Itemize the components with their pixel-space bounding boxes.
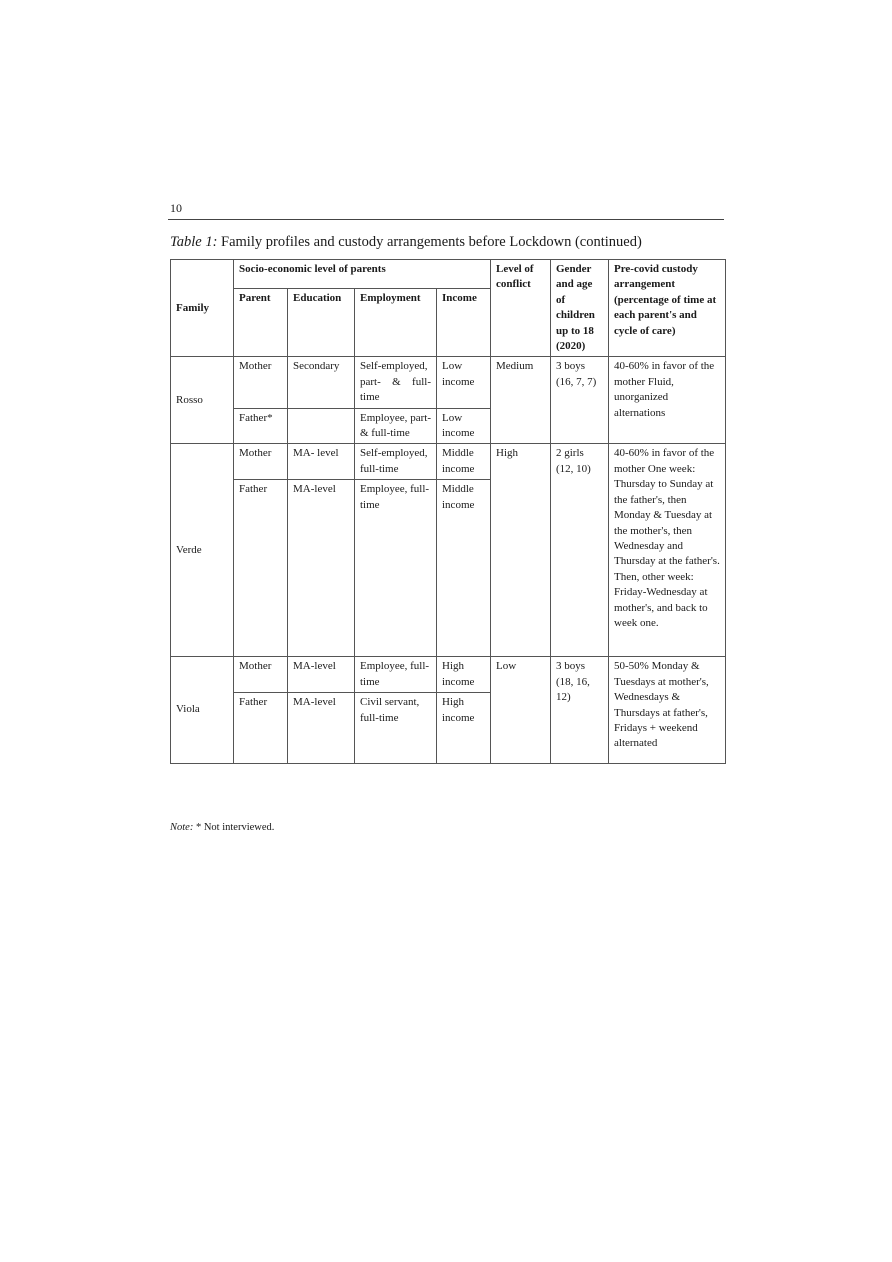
children-cell: 3 boys (18, 16, 12) (551, 657, 609, 764)
family-profiles-table (170, 259, 726, 764)
header-conflict: Level of conflict (491, 260, 551, 357)
arrangement-cell: 50-50% Monday & Tuesdays at mother's, Wednesdays & Thursdays at father's, Fridays + weekend alternated (609, 657, 726, 764)
conflict-cell: High (491, 444, 551, 657)
parent-cell: Mother (234, 657, 288, 693)
income-cell: Low income (437, 408, 491, 444)
page-number: 10 (170, 201, 182, 215)
education-cell: MA-level (288, 480, 355, 657)
income-cell: Low income (437, 357, 491, 408)
table-row (171, 357, 726, 408)
employment-cell: Self-employed, part- & full-time (355, 357, 437, 408)
parent-cell: Father (234, 480, 288, 657)
header-income: Income (437, 289, 491, 357)
arrangement-cell: 40-60% in favor of the mother Fluid, unorganized alternations (609, 357, 726, 444)
employment-cell: Employee, part- & full-time (355, 408, 437, 444)
header-parent: Parent (234, 289, 288, 357)
education-cell: Secondary (288, 357, 355, 408)
arrangement-cell: 40-60% in favor of the mother One week: Thursday to Sunday at the father's, then Monday & Tuesday at the mother's, then Wednesday and Thursday at the father's. Then, other week: Friday-Wednesday at mother's, and back to week one. (609, 444, 726, 657)
caption-text: Family profiles and custody arrangements before Lockdown (continued) (217, 234, 642, 250)
caption-label: Table 1: (170, 234, 218, 250)
parent-cell: Father (234, 693, 288, 764)
conflict-cell: Medium (491, 357, 551, 444)
header-children: Gender and age of children up to 18 (2020) (551, 260, 609, 357)
employment-cell: Civil servant, full-time (355, 693, 437, 764)
parent-cell: Mother (234, 444, 288, 480)
education-cell: MA-level (288, 693, 355, 764)
header-arrangement: Pre-covid custody arrangement (percentage of time at each parent's and cycle of care) (609, 260, 726, 357)
note-label: Note: (170, 822, 194, 833)
table-note (170, 822, 274, 833)
table-row (171, 444, 726, 480)
table-row (171, 657, 726, 693)
income-cell: Middle income (437, 480, 491, 657)
family-name: Verde (171, 444, 234, 657)
employment-cell: Employee, full-time (355, 480, 437, 657)
family-name: Rosso (171, 357, 234, 444)
parent-cell: Father* (234, 408, 288, 444)
table-caption (170, 234, 642, 251)
header-socio-economic: Socio-economic level of parents (234, 260, 491, 289)
header-family: Family (171, 260, 234, 357)
parent-cell: Mother (234, 357, 288, 408)
employment-cell: Self-employed, full-time (355, 444, 437, 480)
education-cell (288, 408, 355, 444)
income-cell: High income (437, 693, 491, 764)
education-cell: MA- level (288, 444, 355, 480)
header-rule (168, 219, 724, 220)
header-row-1 (171, 260, 726, 289)
header-education: Education (288, 289, 355, 357)
employment-cell: Employee, full-time (355, 657, 437, 693)
conflict-cell: Low (491, 657, 551, 764)
note-text: * Not interviewed. (193, 822, 275, 833)
income-cell: High income (437, 657, 491, 693)
income-cell: Middle income (437, 444, 491, 480)
children-cell: 3 boys (16, 7, 7) (551, 357, 609, 444)
header-employment: Employment (355, 289, 437, 357)
family-name: Viola (171, 657, 234, 764)
education-cell: MA-level (288, 657, 355, 693)
children-cell: 2 girls (12, 10) (551, 444, 609, 657)
